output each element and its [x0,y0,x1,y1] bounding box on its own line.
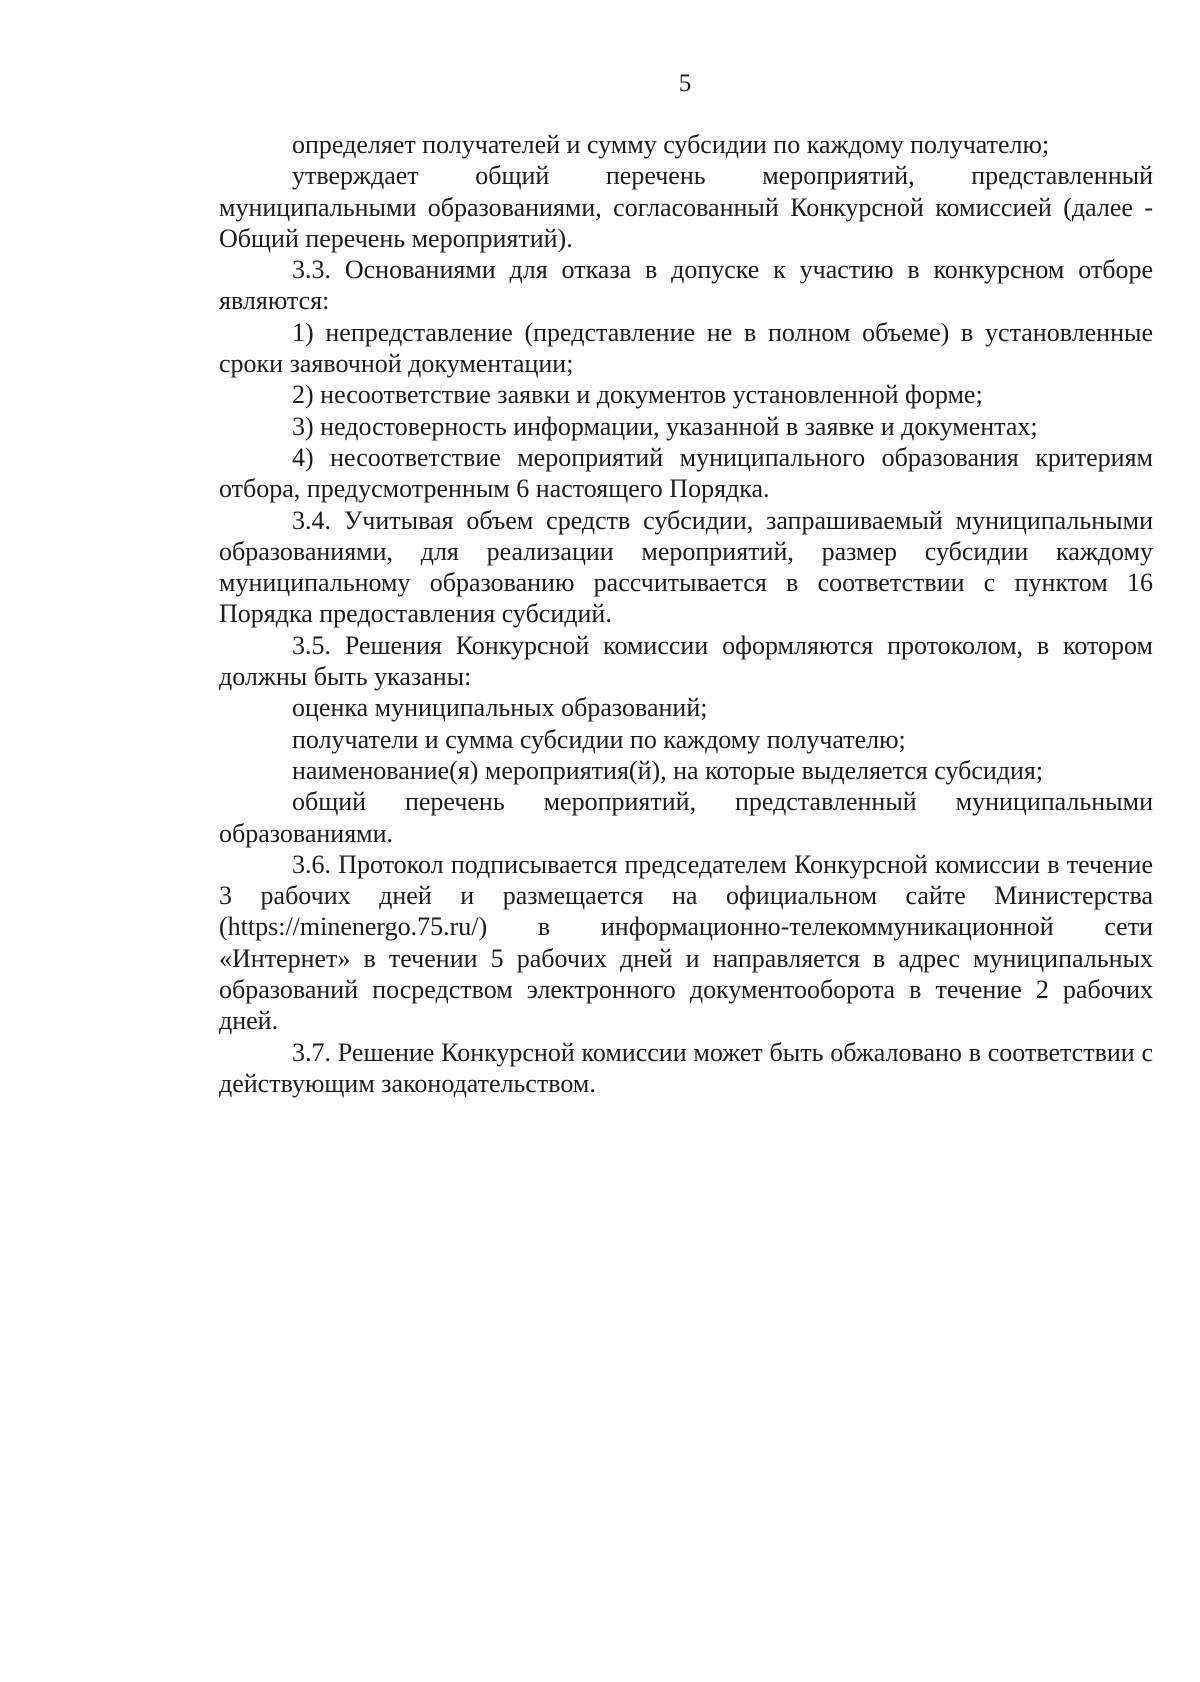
paragraph-3-5-commission-protocol: 3.5. Решения Конкурсной комиссии оформляются протоколом, в котором должны быть указаны: [219,630,1153,692]
paragraph-protocol-item-recipients: получатели и сумма субсидии по каждому получателю; [292,724,906,754]
paragraph-3-3-refusal-grounds: 3.3. Основаниями для отказа в допуске к участию в конкурсном отборе являются: [219,255,1153,316]
document-body [219,129,1153,1099]
paragraph-3-4-subsidy-size: 3.4. Учитывая объем средств субсидии, запрашиваемый муниципальными образованиями, для реализации мероприятий, размер субсидии каждому муниципальному образованию рассчитывается в соответствии с пунктом 16 Порядка предоставления субсидий. [219,505,1153,629]
paragraph-protocol-item-general-list: общий перечень мероприятий, представленный муниципальными образованиями. [219,787,1153,848]
paragraph-3-6-protocol-signing: 3.6. Протокол подписывается председателем Конкурсной комиссии в течение 3 рабочих дней и размещается на официальном сайте Министерства (https://minenergo.75.ru/) в информационно-телекоммуникационной сети «Интернет» в течении 5 рабочих дней и направляется в адрес муниципальных образований посредством электронного документооборота в течение 2 рабочих дней. [219,849,1153,1036]
paragraph-protocol-item-evaluation: оценка муниципальных образований; [292,693,708,723]
paragraph-determines-recipients: определяет получателей и сумму субсидии по каждому получателю; [292,130,1050,159]
page-number: 5 [678,70,692,97]
paragraph-protocol-item-activities: наименование(я) мероприятия(й), на которые выделяется субсидия; [292,755,1044,785]
paragraph-ground-2: 2) несоответствие заявки и документов установленной форме; [292,380,983,410]
paragraph-approves-general-list: утверждает общий перечень мероприятий, представленный муниципальными образованиями, согласованный Конкурсной комиссией (далее - Общий перечень мероприятий). [219,161,1153,253]
paragraph-ground-1: 1) непредставление (представление не в полном объеме) в установленные сроки заявочной документации; [219,317,1153,379]
paragraph-ground-3: 3) недостоверность информации, указанной в заявке и документах; [292,411,1038,441]
paragraph-ground-4: 4) несоответствие мероприятий муниципального образования критериям отбора, предусмотренным 6 настоящего Порядка. [219,442,1153,504]
paragraph-3-7-appeal: 3.7. Решение Конкурсной комиссии может быть обжаловано в соответствии с действующим законодательством. [219,1037,1153,1098]
